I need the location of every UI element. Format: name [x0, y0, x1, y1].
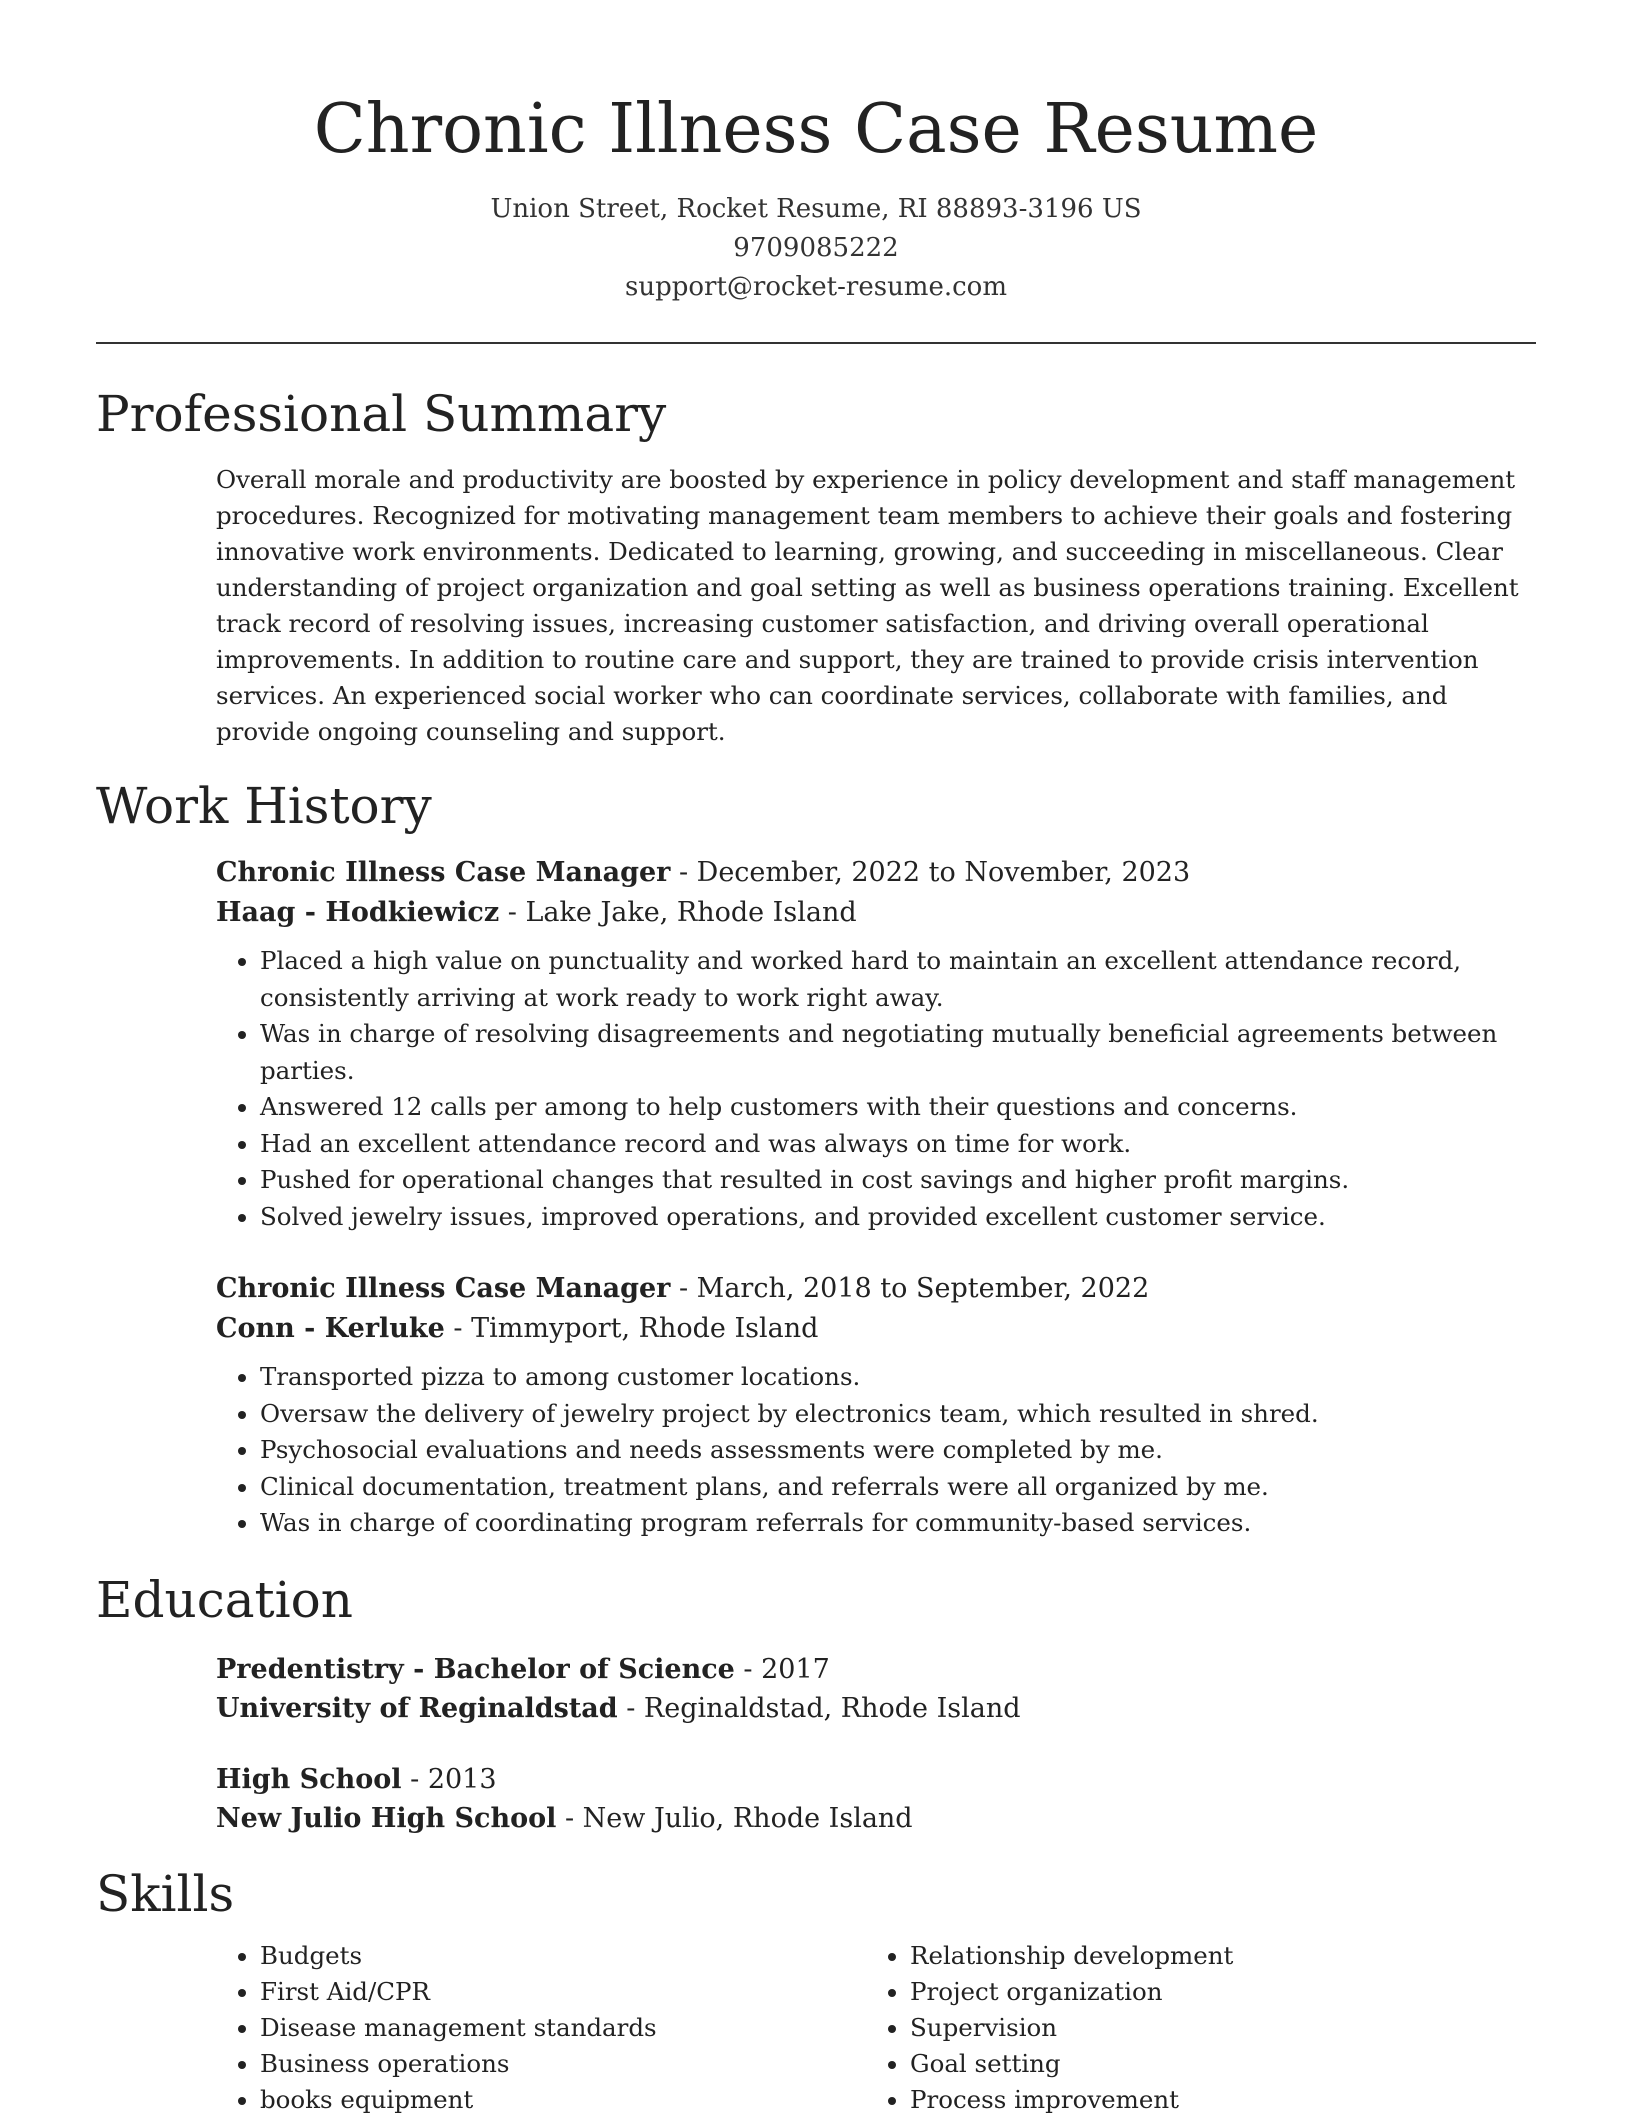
job-bullets [216, 1359, 1526, 1542]
header-divider [96, 342, 1536, 344]
job-title-line [216, 1269, 1526, 1309]
skill-item: • Disease management standards [260, 2010, 657, 2046]
address: Union Street, Rocket Resume, RI 88893-3196 US [490, 194, 1142, 224]
job-bullet: • Oversaw the delivery of jewelry project by electronics team, which resulted in shred. [260, 1396, 1526, 1433]
education-location: - Reginaldstad, Rhode Island [617, 1693, 1021, 1724]
contact-info [0, 190, 1632, 307]
education-year: - 2013 [401, 1764, 497, 1795]
job-bullet: • Answered 12 calls per among to help customers with their questions and concerns. [260, 1089, 1526, 1126]
job-bullets [216, 943, 1526, 1235]
phone: 9709085222 [733, 233, 899, 263]
skill-item: • Goal setting [910, 2046, 1233, 2082]
education-school: New Julio High School [216, 1803, 557, 1834]
skill-item: • Relationship development [910, 1938, 1233, 1974]
job-bullet: • Had an excellent attendance record and was always on time for work. [260, 1126, 1526, 1163]
education-degree-line [216, 1650, 1526, 1689]
education-entry [216, 1650, 1526, 1728]
skill-item: • Business operations [260, 2046, 657, 2082]
education-degree: Predentistry - Bachelor of Science [216, 1654, 735, 1685]
education-degree: High School [216, 1764, 402, 1795]
skill-item: • Project organization [910, 1974, 1233, 2010]
skill-item: • Budgets [260, 1938, 657, 1974]
job-bullet: • Solved jewelry issues, improved operations, and provided excellent customer service. [260, 1199, 1526, 1236]
section-title-skills: Skills [96, 1865, 235, 1923]
job-location: - Timmyport, Rhode Island [444, 1313, 819, 1344]
job-company-line [216, 893, 1526, 933]
job-position: Chronic Illness Case Manager [216, 857, 671, 888]
job-company: Haag - Hodkiewicz [216, 897, 500, 928]
skill-item: • Supervision [910, 2010, 1233, 2046]
skill-item: • Process improvement [910, 2082, 1233, 2118]
skills-list-right [866, 1938, 1233, 2118]
job-bullet: • Was in charge of coordinating program referrals for community-based services. [260, 1505, 1526, 1542]
job-location: - Lake Jake, Rhode Island [499, 897, 857, 928]
job-bullet: • Clinical documentation, treatment plans, and referrals were all organized by me. [260, 1469, 1526, 1506]
education-entry [216, 1760, 1526, 1838]
job-company-line [216, 1309, 1526, 1349]
skill-item: • books equipment [260, 2082, 657, 2118]
job-title-line [216, 853, 1526, 893]
job-dates: - December, 2022 to November, 2023 [670, 857, 1191, 888]
section-title-summary: Professional Summary [96, 385, 667, 443]
job-bullet: • Was in charge of resolving disagreements and negotiating mutually beneficial agreements between parties. [260, 1016, 1526, 1089]
resume-header [0, 80, 1632, 307]
job-entry [216, 1269, 1526, 1542]
education-school: University of Reginaldstad [216, 1693, 618, 1724]
education-degree-line [216, 1760, 1526, 1799]
job-bullet: • Transported pizza to among customer locations. [260, 1359, 1526, 1396]
email: support@rocket-resume.com [624, 272, 1007, 302]
job-position: Chronic Illness Case Manager [216, 1273, 671, 1304]
education-school-line [216, 1689, 1526, 1728]
education-year: - 2017 [734, 1654, 830, 1685]
job-bullet: • Pushed for operational changes that resulted in cost savings and higher profit margins. [260, 1162, 1526, 1199]
section-title-education: Education [96, 1571, 353, 1629]
section-title-work-history: Work History [96, 777, 432, 835]
education-school-line [216, 1799, 1526, 1838]
resume-title: Chronic Illness Case Resume [313, 90, 1319, 169]
job-entry [216, 853, 1526, 1235]
education-location: - New Julio, Rhode Island [556, 1803, 913, 1834]
job-bullet: • Psychosocial evaluations and needs assessments were completed by me. [260, 1432, 1526, 1469]
job-dates: - March, 2018 to September, 2022 [670, 1273, 1150, 1304]
summary-text: Overall morale and productivity are boosted by experience in policy development and staff management procedures. Recognized for motivating management team members to achieve their goals and fostering innovative work environments. Dedicated to learning, growing, and succeeding in miscellaneous. Clear understanding of project organization and goal setting as well as business operations training. Excellent track record of resolving issues, increasing customer satisfaction, and driving overall operational improvements. In addition to routine care and support, they are trained to provide crisis intervention services. An experienced social worker who can coordinate services, collaborate with families, and provide ongoing counseling and support. [216, 465, 1519, 746]
skill-item: • First Aid/CPR [260, 1974, 657, 2010]
job-bullet: • Placed a high value on punctuality and worked hard to maintain an excellent attendance record, consistently arriving at work ready to work right away. [260, 943, 1526, 1016]
job-company: Conn - Kerluke [216, 1313, 445, 1344]
summary-body [216, 462, 1526, 750]
skills-list-left [216, 1938, 657, 2118]
